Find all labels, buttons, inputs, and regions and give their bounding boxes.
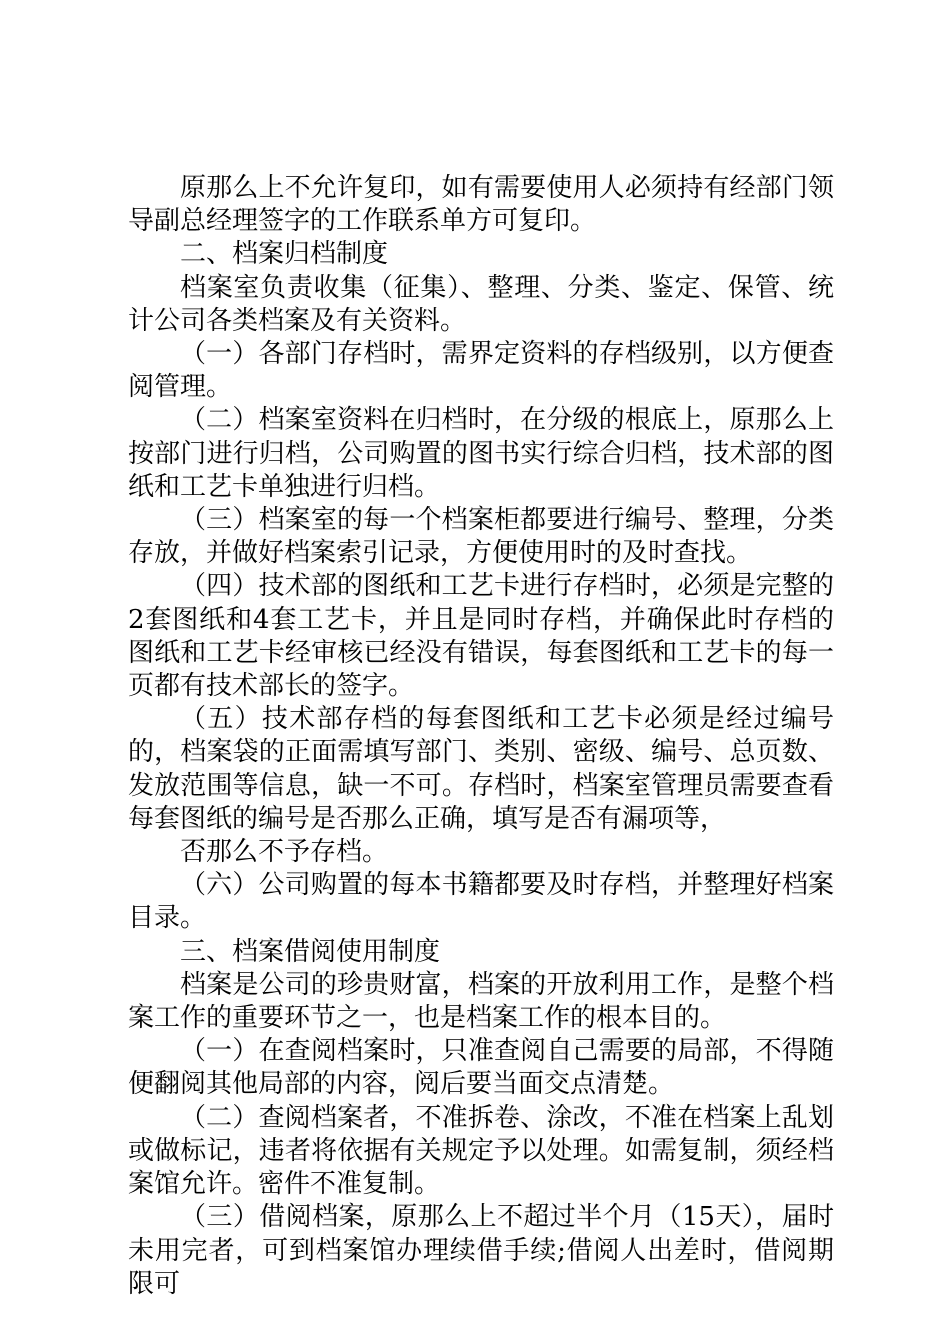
paragraph-borrow-item-1: （一）在查阅档案时，只准查阅自己需要的局部，不得随便翻阅其他局部的内容，阅后要当面交点清楚。 <box>128 1036 834 1100</box>
paragraph-borrow-item-3: （三）借阅档案，原那么上不超过半个月（15天），届时未用完者，可到档案馆办理续借手续;借阅人出差时，借阅期限可 <box>128 1202 834 1299</box>
paragraph-item-5: （五）技术部存档的每套图纸和工艺卡必须是经过编号的，档案袋的正面需填写部门、类别、密级、编号、总页数、发放范围等信息，缺一不可。存档时，档案室管理员需要查看每套图纸的编号是否那么正确，填写是否有漏项等， <box>128 704 834 834</box>
section-heading-archiving: 二、档案归档制度 <box>180 239 389 270</box>
paragraph-item-4: （四）技术部的图纸和工艺卡进行存档时，必须是完整的2套图纸和4套工艺卡，并且是同时存档，并确保此时存档的图纸和工艺卡经审核已经没有错误，每套图纸和工艺卡的每一页都有技术部长的签字。 <box>128 571 834 702</box>
paragraph-item-2: （二）档案室资料在归档时，在分级的根底上，原那么上按部门进行归档，公司购置的图书实行综合归档，技术部的图纸和工艺卡单独进行归档。 <box>128 405 834 502</box>
paragraph-copy-rule: 原那么上不允许复印，如有需要使用人必须持有经部门领导副总经理签字的工作联系单方可复印。 <box>128 173 834 237</box>
section-heading-borrowing: 三、档案借阅使用制度 <box>180 936 441 967</box>
document-page <box>128 172 834 1301</box>
paragraph-archive-room-duties: 档案室负责收集（征集）、整理、分类、鉴定、保管、统计公司各类档案及有关资料。 <box>128 272 834 336</box>
paragraph-borrow-item-2: （二）查阅档案者，不准拆卷、涂改，不准在档案上乱划或做标记，违者将依据有关规定予以处理。如需复制，须经档案馆允许。密件不准复制。 <box>128 1102 834 1200</box>
paragraph-item-5-continued: 否那么不予存档。 <box>180 837 389 868</box>
paragraph-item-3: （三）档案室的每一个档案柜都要进行编号、整理，分类存放，并做好档案索引记录，方便使用时的及时查找。 <box>128 505 834 569</box>
paragraph-item-6: （六）公司购置的每本书籍都要及时存档，并整理好档案目录。 <box>128 870 834 934</box>
paragraph-archive-value: 档案是公司的珍贵财富，档案的开放利用工作，是整个档案工作的重要环节之一，也是档案工作的根本目的。 <box>128 969 834 1034</box>
paragraph-item-1: （一）各部门存档时，需界定资料的存档级别，以方便查阅管理。 <box>128 339 834 403</box>
